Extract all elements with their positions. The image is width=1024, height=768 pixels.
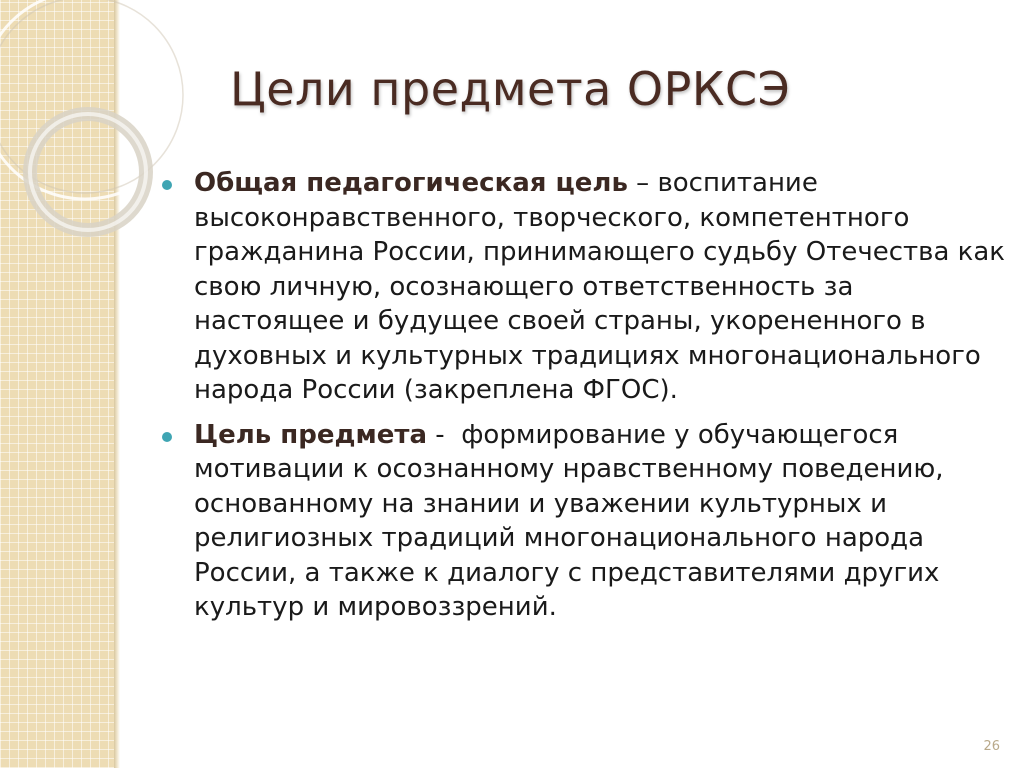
slide-title: Цели предмета ОРКСЭ (230, 62, 791, 116)
decorative-ring-small-highlight (30, 114, 146, 230)
bullet-dot-icon (162, 180, 172, 190)
bullet-text: воспитание высоконравственного, творческого, компетентного гражданина России, принимающего судьбу Отечества как свою личную, осознающего ответственность за настоящее и будущее своей страны, укорененного в духовных и культурных традициях многонационального народа России (закреплена ФГОС). (194, 168, 1006, 405)
bullet-item-general-goal (160, 166, 1005, 408)
bullet-term: Общая педагогическая цель (194, 168, 628, 198)
bullet-separator: - (427, 419, 462, 450)
bullet-dot-icon (162, 432, 172, 442)
bullet-list (160, 166, 1005, 635)
bullet-text: формирование у обучающегося мотивации к осознанному нравственному поведению, основанному на знании и уважении культурных и религиозных традиций многонационального народа России, а также к диалогу с представителями других культур и мировоззрений. (194, 419, 944, 622)
bullet-item-subject-goal (160, 418, 1005, 625)
page-number: 26 (983, 739, 1000, 754)
bullet-separator: – (627, 168, 658, 198)
bullet-term: Цель предмета (194, 419, 427, 450)
